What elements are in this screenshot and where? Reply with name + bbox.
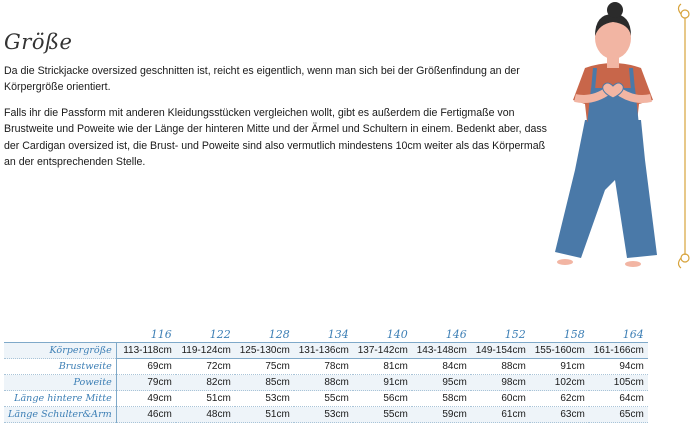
table-cell: 105cm (589, 375, 648, 391)
girl-illustration (545, 0, 700, 270)
table-cell: 85cm (235, 375, 294, 391)
table-cell: 46cm (116, 407, 176, 423)
description-text (4, 63, 549, 179)
row-label: Körpergröße (4, 343, 116, 359)
table-cell: 65cm (589, 407, 648, 423)
table-cell: 84cm (412, 359, 471, 375)
table-cell: 49cm (116, 391, 176, 407)
table-cell: 55cm (353, 407, 412, 423)
table-cell: 53cm (235, 391, 294, 407)
table-cell: 91cm (530, 359, 589, 375)
table-row-laenge-schulter-arm (4, 407, 648, 423)
size-header-cell: 146 (412, 327, 471, 343)
table-cell: 131-136cm (294, 343, 353, 359)
row-label: Länge hintere Mitte (4, 391, 116, 407)
table-cell: 143-148cm (412, 343, 471, 359)
illustration-girl-overall (545, 0, 700, 270)
table-cell: 64cm (589, 391, 648, 407)
size-header-cell: 128 (235, 327, 294, 343)
section-title: Größe (4, 30, 73, 54)
table-cell: 53cm (294, 407, 353, 423)
size-header-cell: 116 (116, 327, 176, 343)
table-cell: 62cm (530, 391, 589, 407)
table-cell: 149-154cm (471, 343, 530, 359)
table-cell: 60cm (471, 391, 530, 407)
table-row-laenge-hintere-mitte (4, 391, 648, 407)
table-cell: 94cm (589, 359, 648, 375)
table-cell: 59cm (412, 407, 471, 423)
table-cell: 88cm (471, 359, 530, 375)
size-header-cell: 140 (353, 327, 412, 343)
table-cell: 155-160cm (530, 343, 589, 359)
table-row-poweite (4, 375, 648, 391)
table-cell: 48cm (176, 407, 235, 423)
table-cell: 79cm (116, 375, 176, 391)
size-header-cell: 122 (176, 327, 235, 343)
size-header-cell: 134 (294, 327, 353, 343)
table-cell: 69cm (116, 359, 176, 375)
table-cell: 161-166cm (589, 343, 648, 359)
table-cell: 119-124cm (176, 343, 235, 359)
table-cell: 88cm (294, 375, 353, 391)
size-header-cell: 164 (589, 327, 648, 343)
table-cell: 51cm (176, 391, 235, 407)
size-table (4, 327, 648, 423)
size-header-row (4, 327, 648, 343)
table-cell: 56cm (353, 391, 412, 407)
table-cell: 51cm (235, 407, 294, 423)
table-cell: 55cm (294, 391, 353, 407)
table-cell: 91cm (353, 375, 412, 391)
table-cell: 58cm (412, 391, 471, 407)
table-cell: 75cm (235, 359, 294, 375)
row-label: Brustweite (4, 359, 116, 375)
table-cell: 137-142cm (353, 343, 412, 359)
size-header-empty (4, 327, 116, 343)
table-cell: 78cm (294, 359, 353, 375)
size-header-cell: 158 (530, 327, 589, 343)
table-cell: 82cm (176, 375, 235, 391)
table-cell: 95cm (412, 375, 471, 391)
row-label: Länge Schulter&Arm (4, 407, 116, 423)
table-cell: 63cm (530, 407, 589, 423)
table-cell: 102cm (530, 375, 589, 391)
ornament-decoration (679, 4, 690, 268)
table-row-brustweite (4, 359, 648, 375)
table-cell: 61cm (471, 407, 530, 423)
paragraph-intro: Da die Strickjacke oversized geschnitten ist, reicht es eigentlich, wenn man sich bei der Größenfindung an der Körpergröße orientiert. (4, 65, 520, 94)
table-cell: 72cm (176, 359, 235, 375)
size-header-cell: 152 (471, 327, 530, 343)
table-cell: 113-118cm (116, 343, 176, 359)
table-cell: 98cm (471, 375, 530, 391)
row-label: Poweite (4, 375, 116, 391)
table-cell: 125-130cm (235, 343, 294, 359)
table-row-koerpergroesse (4, 343, 648, 359)
paragraph-details: Falls ihr die Passform mit anderen Kleidungsstücken vergleichen wollt, gibt es außerdem die Fertigmaße von Brustweite und Poweite wie der Länge der hinteren Mitte und der Ärmel und Schultern in einem. Bedenkt aber, dass der Cardigan oversized ist, die Brust- und Poweite sind also vermutlich mindestens 10cm weiter als das Körpermaß an der entsprechenden Stelle. (4, 106, 547, 169)
table-cell: 81cm (353, 359, 412, 375)
